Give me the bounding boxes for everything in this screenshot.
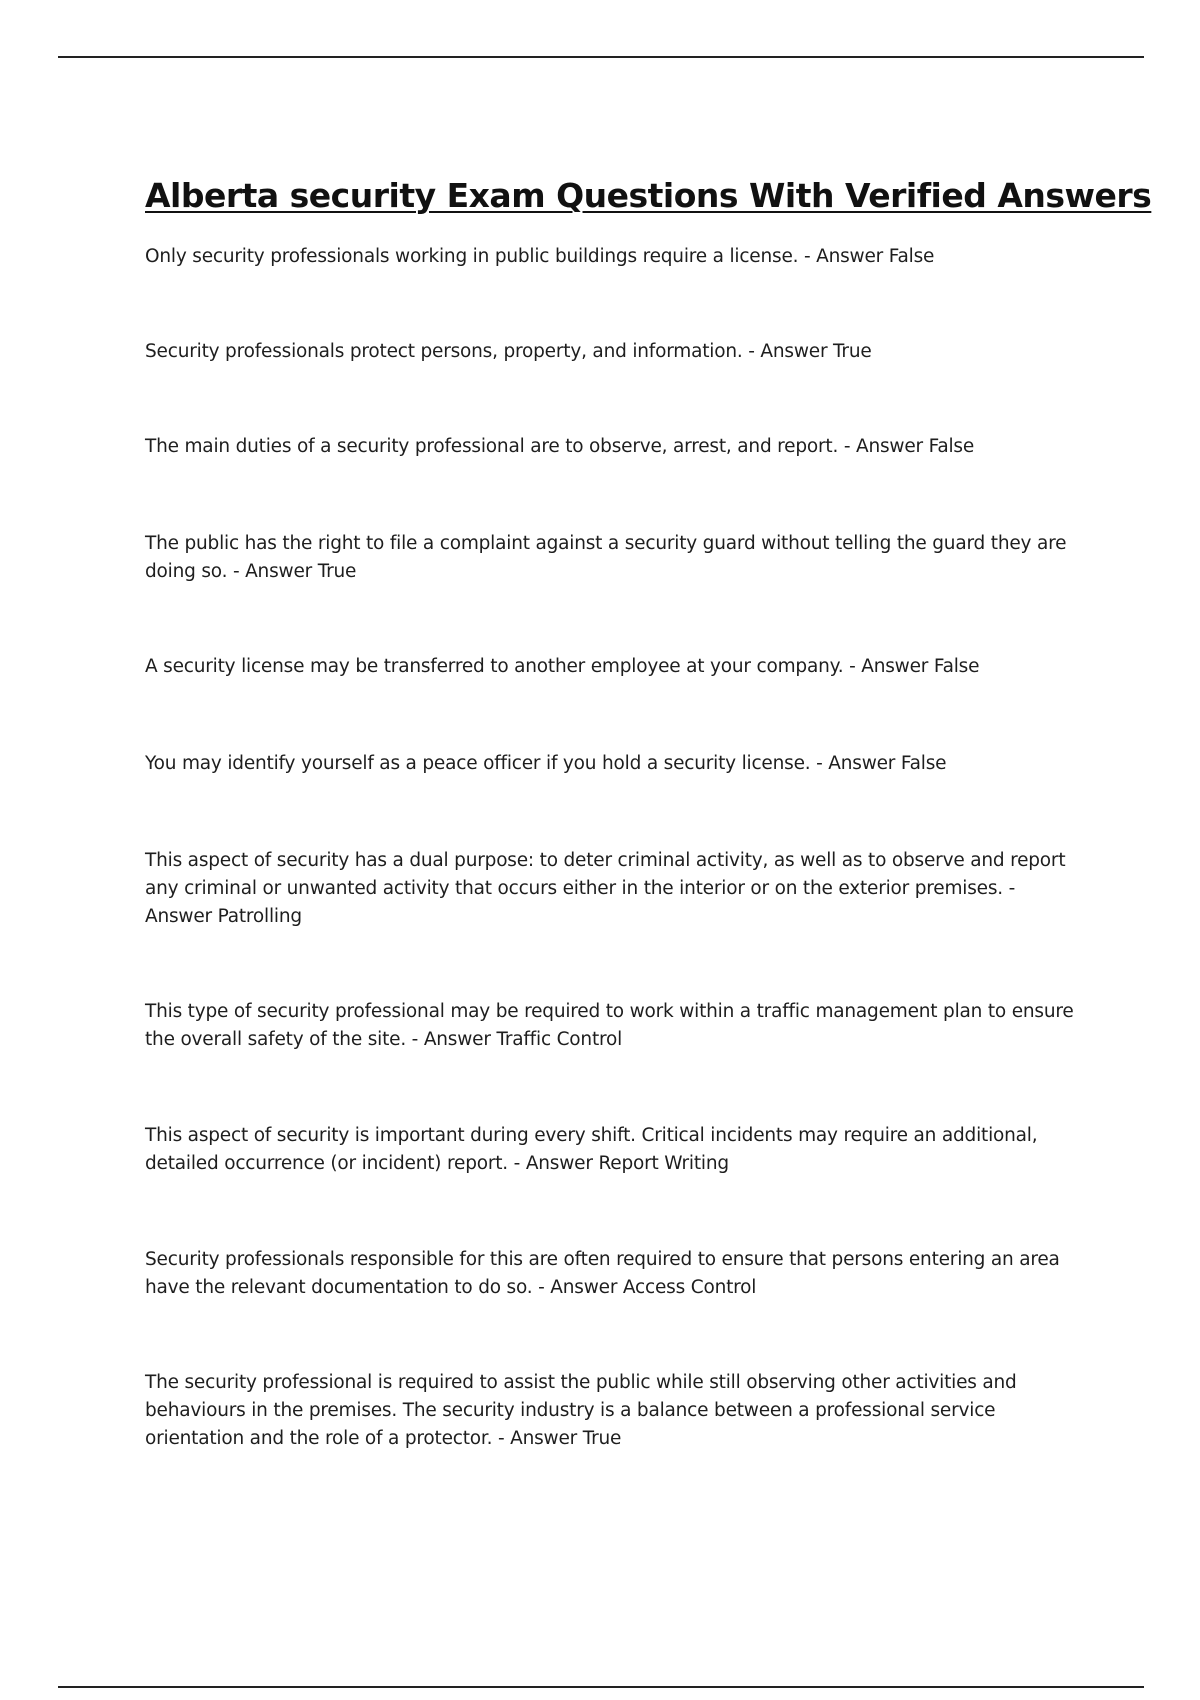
header-rule [58,56,1144,58]
qa-item: The main duties of a security professional are to observe, arrest, and report. - Answer False [145,436,975,457]
qa-item: You may identify yourself as a peace officer if you hold a security license. - Answer False [145,753,947,774]
qa-item: This aspect of security is important during every shift. Critical incidents may require an additional, detailed occurrence (or incident) report. - Answer Report Writing [145,1125,1038,1174]
qa-item: This aspect of security has a dual purpose: to deter criminal activity, as well as to observe and report any criminal or unwanted activity that occurs either in the interior or on the exterior premises. - Answer Patrolling [145,850,1066,927]
qa-item: The security professional is required to assist the public while still observing other activities and behaviours in the premises. The security industry is a balance between a professional service orientation and the role of a protector. - Answer True [145,1372,1017,1449]
document-title: Alberta security Exam Questions With Verified Answers [145,176,1152,215]
qa-item: Security professionals protect persons, property, and information. - Answer True [145,341,872,362]
qa-item: This type of security professional may be required to work within a traffic management plan to ensure the overall safety of the site. - Answer Traffic Control [145,1001,1074,1050]
qa-item: Security professionals responsible for this are often required to ensure that persons entering an area have the relevant documentation to do so. - Answer Access Control [145,1249,1060,1298]
qa-item: Only security professionals working in public buildings require a license. - Answer False [145,246,935,267]
qa-item: A security license may be transferred to another employee at your company. - Answer False [145,656,980,677]
qa-item: The public has the right to file a complaint against a security guard without telling the guard they are doing so. - Answer True [145,533,1067,582]
footer-rule [58,1686,1144,1688]
